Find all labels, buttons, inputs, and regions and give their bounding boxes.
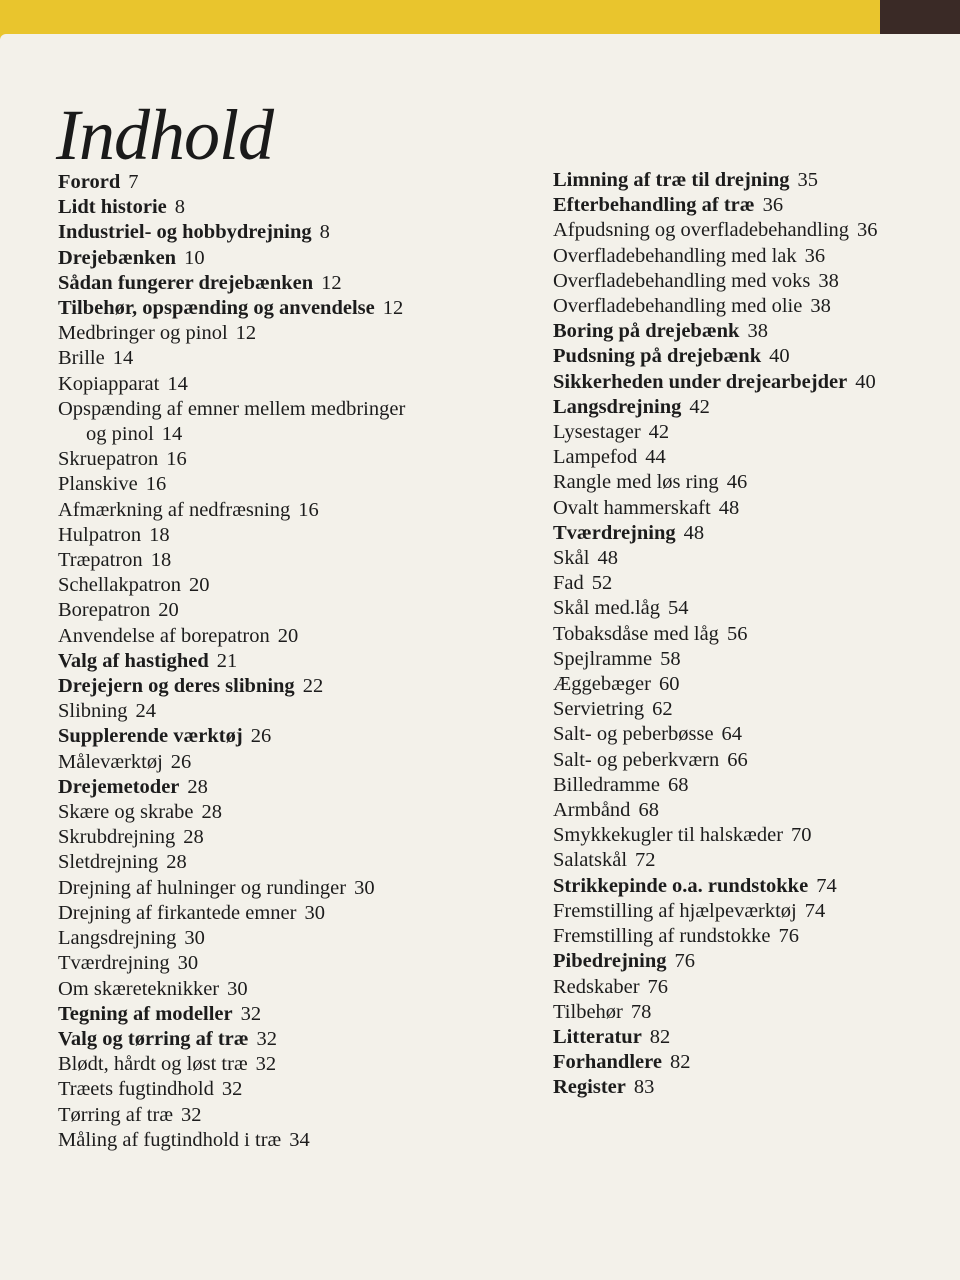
toc-entry-page: 48 (718, 496, 740, 519)
page-title: Indhold (56, 95, 273, 175)
toc-entry-page: 64 (721, 723, 743, 746)
toc-entry-title: Valg og tørring af træ (58, 1027, 249, 1050)
toc-entry-page: 28 (201, 801, 223, 824)
toc-entry-title: Tværdrejning (58, 952, 170, 975)
toc-entry (58, 724, 528, 749)
toc-entry-page: 12 (382, 297, 404, 320)
toc-entry-page: 82 (669, 1051, 691, 1074)
toc-entry-title: Skruepatron (58, 448, 159, 471)
toc-entry-title: Drejning af firkantede emner (58, 901, 297, 924)
toc-entry (58, 220, 528, 245)
toc-entry-title: Strikkepinde o.a. rundstokke (553, 874, 809, 897)
toc-entry-page: 74 (816, 874, 837, 897)
toc-entry (58, 624, 528, 649)
toc-entry (58, 498, 528, 523)
toc-entry (58, 1128, 528, 1153)
toc-entry-title: Pibedrejning (553, 950, 667, 973)
toc-entry-title: Schellakpatron (58, 574, 181, 597)
toc-entry-title: Skrubdrejning (58, 826, 176, 849)
toc-entry-page: 76 (674, 950, 696, 973)
toc-entry (58, 246, 528, 271)
toc-entry (58, 447, 528, 472)
toc-entry (553, 697, 953, 722)
toc-entry (553, 899, 953, 924)
toc-entry-page: 12 (235, 322, 257, 345)
toc-entry-title: Rangle med løs ring (553, 471, 719, 494)
toc-entry-title: Sikkerheden under drejearbejder (553, 370, 848, 393)
toc-entry-title: Forhandlere (553, 1051, 662, 1074)
toc-entry-page: 32 (221, 1078, 243, 1101)
toc-left-column (58, 170, 528, 1153)
toc-entry-title: Langsdrejning (58, 927, 177, 950)
toc-entry-page: 74 (804, 899, 826, 922)
toc-entry (58, 750, 528, 775)
toc-entry (553, 395, 953, 420)
toc-entry-title: Fad (553, 572, 584, 595)
toc-entry-page: 30 (227, 977, 248, 1000)
toc-entry (553, 344, 953, 369)
toc-entry-page: 78 (630, 1000, 652, 1023)
toc-entry-page: 32 (181, 1103, 202, 1126)
toc-entry-title: Tilbehør (553, 1000, 623, 1023)
toc-entry-page: 36 (857, 219, 878, 242)
toc-entry-page: 24 (135, 700, 156, 723)
toc-entry-title: Måleværktøj (58, 750, 163, 773)
toc-entry (58, 397, 528, 422)
toc-entry (553, 218, 953, 243)
toc-entry-page: 52 (591, 572, 613, 595)
toc-entry-title: Litteratur (553, 1025, 642, 1048)
toc-entry-page: 60 (658, 673, 680, 696)
toc-entry (58, 523, 528, 548)
toc-entry-page: 46 (726, 471, 748, 494)
toc-entry-title: Lysestager (553, 421, 641, 444)
toc-entry-page: 36 (762, 194, 784, 217)
toc-entry-title: Tobaksdåse med låg (553, 622, 719, 645)
toc-entry-page: 38 (810, 295, 831, 318)
toc-entry (58, 195, 528, 220)
toc-entry-page: 14 (167, 372, 188, 395)
toc-entry-page: 32 (255, 1053, 277, 1076)
toc-entry-title: Limning af træ til drejning (553, 169, 790, 191)
toc-entry (553, 1050, 953, 1075)
toc-entry (553, 924, 953, 949)
toc-entry-page: 44 (645, 446, 666, 469)
toc-entry-title: Boring på drejebænk (553, 320, 740, 343)
toc-entry-page: 58 (660, 647, 681, 670)
toc-entry-page: 12 (321, 271, 342, 294)
toc-entry (58, 1103, 528, 1128)
toc-entry (553, 647, 953, 672)
toc-entry (553, 496, 953, 521)
toc-entry-title: Salatskål (553, 849, 628, 872)
toc-entry-title: Efterbehandling af træ (553, 194, 755, 217)
toc-entry (553, 949, 953, 974)
toc-entry (58, 346, 528, 371)
toc-entry-page: 26 (250, 725, 272, 748)
toc-entry (553, 874, 953, 899)
toc-entry-title: Afmærkning af nedfræsning (58, 498, 291, 521)
toc-entry-title: Drejebænken (58, 246, 177, 269)
toc-entry-title: Anvendelse af borepatron (58, 624, 270, 647)
toc-entry-title: Tilbehør, opspænding og anvendelse (58, 297, 375, 320)
toc-entry-title: Drejemetoder (58, 775, 180, 798)
toc-entry-page: 40 (855, 370, 876, 393)
toc-entry-title: Redskaber (553, 975, 640, 998)
toc-entry-page: 26 (170, 750, 192, 773)
toc-entry (553, 596, 953, 621)
toc-entry (58, 649, 528, 674)
toc-entry-page: 76 (647, 975, 669, 998)
toc-entry-page: 76 (778, 925, 800, 948)
toc-entry (553, 193, 953, 218)
toc-entry (553, 370, 953, 395)
toc-entry-page: 18 (150, 549, 172, 572)
toc-entry-title: Medbringer og pinol (58, 322, 228, 345)
toc-entry-page: 30 (354, 876, 375, 899)
toc-entry (553, 823, 953, 848)
toc-entry-title: Fremstilling af rundstokke (553, 925, 771, 948)
toc-entry-title: Tegning af modeller (58, 1002, 233, 1025)
toc-entry-page: 82 (649, 1025, 671, 1048)
toc-entry (553, 521, 953, 546)
toc-entry-title: Lampefod (553, 446, 638, 469)
toc-entry-title: Træets fugtindhold (58, 1078, 214, 1101)
toc-entry-page: 7 (128, 171, 139, 193)
toc-entry-title: Billedramme (553, 773, 661, 796)
toc-entry (58, 1002, 528, 1027)
toc-entry (553, 773, 953, 798)
toc-entry-page: 32 (240, 1002, 262, 1025)
toc-entry (553, 848, 953, 873)
toc-entry-title: Drejning af hulninger og rundinger (58, 876, 347, 899)
toc-entry-page: 72 (635, 849, 656, 872)
toc-entry (58, 951, 528, 976)
toc-entry-title: Spejlramme (553, 647, 653, 670)
toc-entry (553, 622, 953, 647)
toc-entry-page: 22 (302, 675, 324, 698)
toc-entry (58, 422, 528, 447)
toc-entry-title: Supplerende værktøj (58, 725, 243, 748)
toc-entry (553, 1025, 953, 1050)
toc-entry-page: 20 (158, 599, 179, 622)
toc-entry (553, 546, 953, 571)
toc-entry-page: 40 (769, 345, 790, 368)
toc-entry-page: 38 (747, 320, 768, 343)
toc-entry-title: Fremstilling af hjælpeværktøj (553, 899, 797, 922)
toc-entry-title: Tværdrejning (553, 521, 676, 544)
toc-entry-page: 56 (726, 622, 748, 645)
toc-entry (58, 674, 528, 699)
toc-entry (58, 850, 528, 875)
toc-entry-page: 28 (183, 826, 204, 849)
toc-entry (58, 548, 528, 573)
toc-entry (58, 170, 528, 195)
toc-entry (58, 699, 528, 724)
toc-entry-title: Æggebæger (553, 673, 651, 696)
toc-entry-title: Overfladebehandling med voks (553, 269, 811, 292)
toc-entry-page: 30 (304, 901, 325, 924)
toc-entry-title: Overfladebehandling med olie (553, 295, 803, 318)
toc-entry-page: 32 (256, 1027, 278, 1050)
toc-entry-title: Armbånd (553, 799, 631, 822)
toc-entry-title: Pudsning på drejebænk (553, 345, 762, 368)
toc-entry-page: 48 (597, 547, 618, 570)
toc-entry-page: 83 (633, 1076, 655, 1099)
toc-entry-page: 30 (184, 927, 205, 950)
toc-entry-title: Opspænding af emner mellem medbringer (58, 397, 406, 420)
toc-entry-title: Blødt, hårdt og løst træ (58, 1053, 248, 1076)
toc-entry-page: 21 (216, 649, 238, 672)
toc-entry-title: Salt- og peberbøsse (553, 723, 714, 746)
toc-entry-title: Brille (58, 347, 105, 370)
toc-entry-title: Om skæreteknikker (58, 977, 220, 1000)
toc-entry-page: 34 (289, 1128, 310, 1151)
toc-entry (553, 798, 953, 823)
toc-entry-page: 66 (727, 748, 748, 771)
toc-entry-page: 28 (166, 851, 187, 874)
toc-entry-title: Lidt historie (58, 196, 167, 219)
toc-entry (553, 294, 953, 319)
toc-entry (58, 296, 528, 321)
toc-entry-title: Sådan fungerer drejebænken (58, 271, 314, 294)
toc-entry (553, 672, 953, 697)
toc-entry-page: 35 (797, 169, 819, 191)
toc-entry-page: 30 (177, 952, 199, 975)
toc-entry (553, 748, 953, 773)
toc-entry-title: Servietring (553, 698, 645, 721)
toc-entry-page: 18 (149, 523, 170, 546)
toc-entry (58, 1027, 528, 1052)
toc-entry-page: 36 (804, 244, 826, 267)
toc-entry (553, 1075, 953, 1100)
toc-entry (553, 168, 953, 193)
toc-entry-title: Overfladebehandling med lak (553, 244, 797, 267)
toc-entry-page: 68 (638, 799, 659, 822)
toc-entry-title: Borepatron (58, 599, 151, 622)
toc-entry-title: Register (553, 1076, 626, 1099)
toc-entry-page: 16 (166, 448, 187, 471)
toc-right-column (553, 168, 953, 1101)
toc-entry (58, 472, 528, 497)
toc-entry-title: Afpudsning og overfladebehandling (553, 219, 850, 242)
toc-entry-page: 62 (652, 698, 673, 721)
toc-entry (58, 598, 528, 623)
toc-entry (58, 825, 528, 850)
toc-entry-page: 20 (277, 624, 299, 647)
toc-entry (58, 977, 528, 1002)
toc-entry (553, 975, 953, 1000)
toc-entry-page: 28 (187, 775, 208, 798)
toc-entry-page: 42 (648, 421, 670, 444)
toc-entry (553, 445, 953, 470)
toc-entry (58, 372, 528, 397)
toc-entry-title: Planskive (58, 473, 138, 496)
toc-entry-title: Valg af hastighed (58, 649, 209, 672)
toc-entry (58, 926, 528, 951)
toc-entry (553, 470, 953, 495)
toc-entry (58, 800, 528, 825)
toc-entry (58, 1077, 528, 1102)
toc-entry-title: Salt- og peberkværn (553, 748, 720, 771)
toc-entry-title: Langsdrejning (553, 395, 682, 418)
toc-entry-title: Smykkekugler til halskæder (553, 824, 784, 847)
toc-entry-title: Tørring af træ (58, 1103, 173, 1126)
toc-entry-title: Kopiapparat (58, 372, 160, 395)
toc-entry (553, 1000, 953, 1025)
toc-entry-page: 54 (668, 597, 689, 620)
toc-entry-page: 14 (112, 347, 134, 370)
toc-entry-title: Slibning (58, 700, 128, 723)
toc-entry-page: 8 (319, 221, 330, 244)
toc-entry (58, 876, 528, 901)
toc-entry-page: 70 (791, 824, 812, 847)
toc-entry-title: og pinol (86, 423, 154, 446)
toc-entry (58, 775, 528, 800)
toc-entry-title: Skål (553, 547, 590, 570)
toc-entry (58, 271, 528, 296)
toc-entry-page: 48 (683, 521, 705, 544)
toc-entry (553, 269, 953, 294)
toc-entry-title: Forord (58, 171, 121, 193)
toc-entry-title: Drejejern og deres slibning (58, 675, 295, 698)
toc-entry-title: Skål med.låg (553, 597, 661, 620)
toc-entry-title: Hulpatron (58, 523, 142, 546)
toc-entry (58, 321, 528, 346)
toc-entry (553, 319, 953, 344)
toc-entry-page: 10 (184, 246, 205, 269)
toc-entry-page: 68 (668, 773, 689, 796)
toc-entry-title: Industriel- og hobbydrejning (58, 221, 312, 244)
toc-entry (58, 573, 528, 598)
toc-entry-page: 38 (818, 269, 839, 292)
toc-entry (553, 722, 953, 747)
toc-entry-page: 8 (174, 196, 186, 219)
toc-entry (553, 571, 953, 596)
toc-entry-page: 42 (689, 395, 710, 418)
toc-entry (58, 901, 528, 926)
toc-entry-page: 16 (145, 473, 167, 496)
toc-entry (553, 420, 953, 445)
toc-entry-title: Ovalt hammerskaft (553, 496, 711, 519)
toc-entry (58, 1052, 528, 1077)
toc-entry-title: Skære og skrabe (58, 801, 194, 824)
toc-entry-page: 14 (161, 423, 183, 446)
toc-entry-title: Sletdrejning (58, 851, 159, 874)
toc-entry (553, 244, 953, 269)
toc-entry-page: 20 (188, 574, 210, 597)
toc-entry-page: 16 (298, 498, 319, 521)
toc-entry-title: Måling af fugtindhold i træ (58, 1128, 282, 1151)
toc-entry-title: Træpatron (58, 549, 143, 572)
